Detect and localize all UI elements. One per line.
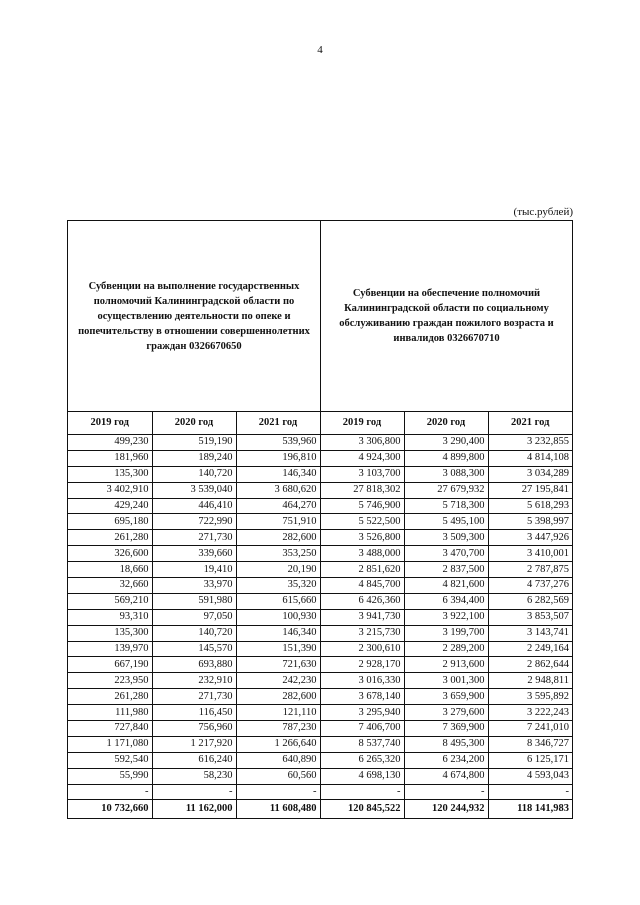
table-cell: 519,190	[152, 435, 236, 451]
table-row	[68, 625, 572, 641]
total-cell: 118 141,983	[488, 800, 572, 819]
table-cell: 121,110	[236, 705, 320, 721]
table-cell: 693,880	[152, 657, 236, 673]
table-row	[68, 514, 572, 530]
table-cell: 19,410	[152, 562, 236, 578]
table-cell: 27 195,841	[488, 482, 572, 498]
table-cell: 5 618,293	[488, 498, 572, 514]
table-cell: 3 402,910	[68, 482, 152, 498]
table-cell: 60,560	[236, 768, 320, 784]
table-row	[68, 673, 572, 689]
table-cell: 3 659,900	[404, 689, 488, 705]
table-cell: 3 539,040	[152, 482, 236, 498]
table-cell: 3 526,800	[320, 530, 404, 546]
column-header: 2021 год	[488, 412, 572, 435]
table-cell: 3 509,300	[404, 530, 488, 546]
table-cell: 8 495,300	[404, 736, 488, 752]
table-cell: 140,720	[152, 466, 236, 482]
budget-table	[67, 220, 573, 819]
table-row	[68, 546, 572, 562]
table-cell: 2 787,875	[488, 562, 572, 578]
table-cell: 27 818,302	[320, 482, 404, 498]
column-header: 2020 год	[152, 412, 236, 435]
table-cell: 223,950	[68, 673, 152, 689]
table-cell: 145,570	[152, 641, 236, 657]
table-group-headers	[68, 221, 572, 412]
table-cell: 640,890	[236, 752, 320, 768]
table-cell: 2 249,164	[488, 641, 572, 657]
table-row	[68, 466, 572, 482]
table-cell: 232,910	[152, 673, 236, 689]
table-cell: 27 679,932	[404, 482, 488, 498]
table-row	[68, 721, 572, 737]
table-row	[68, 578, 572, 594]
table-cell: 3 488,000	[320, 546, 404, 562]
table-cell: 7 241,010	[488, 721, 572, 737]
column-header: 2019 год	[68, 412, 152, 435]
table-cell: 2 300,610	[320, 641, 404, 657]
total-row	[68, 800, 572, 819]
table-cell: 1 217,920	[152, 736, 236, 752]
table-row	[68, 609, 572, 625]
table-cell: 261,280	[68, 530, 152, 546]
table-cell: 339,660	[152, 546, 236, 562]
total-cell: 120 845,522	[320, 800, 404, 819]
table-cell: 3 853,507	[488, 609, 572, 625]
table-row	[68, 736, 572, 752]
table-cell: 3 143,741	[488, 625, 572, 641]
page-number: 4	[317, 44, 323, 56]
table-cell: 261,280	[68, 689, 152, 705]
table-cell: 3 306,800	[320, 435, 404, 451]
unit-note: (тыс.рублей)	[513, 206, 573, 218]
table-cell: 2 851,620	[320, 562, 404, 578]
table-cell: 5 746,900	[320, 498, 404, 514]
table-cell: 2 928,170	[320, 657, 404, 673]
data-table	[68, 412, 572, 818]
table-cell: 135,300	[68, 625, 152, 641]
table-cell: 569,210	[68, 593, 152, 609]
table-cell: 6 265,320	[320, 752, 404, 768]
table-cell: 4 814,108	[488, 450, 572, 466]
table-cell: 2 948,811	[488, 673, 572, 689]
table-cell: 20,190	[236, 562, 320, 578]
table-row	[68, 641, 572, 657]
table-cell: 189,240	[152, 450, 236, 466]
table-cell: 3 016,330	[320, 673, 404, 689]
table-row	[68, 530, 572, 546]
table-cell: 5 398,997	[488, 514, 572, 530]
column-header: 2019 год	[320, 412, 404, 435]
table-cell: 4 821,600	[404, 578, 488, 594]
table-cell: 3 199,700	[404, 625, 488, 641]
table-cell: 55,990	[68, 768, 152, 784]
table-cell: 3 595,892	[488, 689, 572, 705]
table-cell: 271,730	[152, 530, 236, 546]
table-cell: 8 537,740	[320, 736, 404, 752]
table-cell: 4 698,130	[320, 768, 404, 784]
table-row	[68, 784, 572, 800]
table-row	[68, 689, 572, 705]
table-cell: 242,230	[236, 673, 320, 689]
table-cell: 326,600	[68, 546, 152, 562]
table-cell: 727,840	[68, 721, 152, 737]
table-cell: 3 215,730	[320, 625, 404, 641]
table-cell: 3 034,289	[488, 466, 572, 482]
table-cell: 3 103,700	[320, 466, 404, 482]
table-cell: 1 266,640	[236, 736, 320, 752]
table-cell: 35,320	[236, 578, 320, 594]
table-cell: 3 279,600	[404, 705, 488, 721]
table-cell: 6 426,360	[320, 593, 404, 609]
table-cell: 446,410	[152, 498, 236, 514]
table-cell: -	[236, 784, 320, 800]
total-cell: 120 244,932	[404, 800, 488, 819]
table-cell: 464,270	[236, 498, 320, 514]
table-cell: 756,960	[152, 721, 236, 737]
table-cell: 695,180	[68, 514, 152, 530]
table-cell: 721,630	[236, 657, 320, 673]
table-cell: 499,230	[68, 435, 152, 451]
table-cell: 787,230	[236, 721, 320, 737]
table-cell: 282,600	[236, 689, 320, 705]
column-header: 2020 год	[404, 412, 488, 435]
table-cell: 592,540	[68, 752, 152, 768]
header-social-service-subvention: Субвенции на обеспечение полномочий Калининградской области по социальному обслуживанию граждан пожилого возраста и инвалидов 0326670710	[320, 221, 572, 411]
table-row	[68, 562, 572, 578]
table-cell: 111,980	[68, 705, 152, 721]
table-cell: -	[152, 784, 236, 800]
table-cell: 97,050	[152, 609, 236, 625]
table-cell: 93,310	[68, 609, 152, 625]
table-cell: 3 295,940	[320, 705, 404, 721]
table-row	[68, 482, 572, 498]
table-cell: 139,970	[68, 641, 152, 657]
column-header: 2021 год	[236, 412, 320, 435]
table-cell: 140,720	[152, 625, 236, 641]
table-cell: 58,230	[152, 768, 236, 784]
table-cell: 667,190	[68, 657, 152, 673]
table-cell: 4 674,800	[404, 768, 488, 784]
table-cell: 7 369,900	[404, 721, 488, 737]
table-cell: 615,660	[236, 593, 320, 609]
table-cell: 5 718,300	[404, 498, 488, 514]
table-cell: 3 470,700	[404, 546, 488, 562]
table-cell: 722,990	[152, 514, 236, 530]
table-row	[68, 752, 572, 768]
table-cell: 6 394,400	[404, 593, 488, 609]
table-row	[68, 593, 572, 609]
year-header-row	[68, 412, 572, 435]
table-cell: 135,300	[68, 466, 152, 482]
table-cell: 33,970	[152, 578, 236, 594]
table-cell: 4 737,276	[488, 578, 572, 594]
table-cell: 3 232,855	[488, 435, 572, 451]
table-cell: 3 290,400	[404, 435, 488, 451]
table-cell: 3 922,100	[404, 609, 488, 625]
table-cell: 429,240	[68, 498, 152, 514]
header-guardianship-subvention: Субвенции на выполнение государственных полномочий Калининградской области по осуществлению деятельности по опеке и попечительству в отношении совершеннолетних граждан 0326670650	[78, 280, 310, 352]
table-row	[68, 498, 572, 514]
table-cell: 353,250	[236, 546, 320, 562]
table-row	[68, 705, 572, 721]
table-cell: 5 495,100	[404, 514, 488, 530]
table-cell: 2 862,644	[488, 657, 572, 673]
table-cell: 3 222,243	[488, 705, 572, 721]
table-cell: 146,340	[236, 625, 320, 641]
table-cell: 3 088,300	[404, 466, 488, 482]
table-cell: 271,730	[152, 689, 236, 705]
table-cell: 539,960	[236, 435, 320, 451]
table-cell: 4 899,800	[404, 450, 488, 466]
table-cell: 8 346,727	[488, 736, 572, 752]
table-cell: 151,390	[236, 641, 320, 657]
total-cell: 11 608,480	[236, 800, 320, 819]
table-cell: 181,960	[68, 450, 152, 466]
table-cell: 2 913,600	[404, 657, 488, 673]
table-cell: 3 680,620	[236, 482, 320, 498]
table-cell: 3 447,926	[488, 530, 572, 546]
table-cell: 4 845,700	[320, 578, 404, 594]
table-row	[68, 768, 572, 784]
table-cell: 3 001,300	[404, 673, 488, 689]
table-cell: 100,930	[236, 609, 320, 625]
table-cell: 3 410,001	[488, 546, 572, 562]
table-cell: 6 125,171	[488, 752, 572, 768]
table-cell: 196,810	[236, 450, 320, 466]
table-cell: 2 837,500	[404, 562, 488, 578]
table-cell: 591,980	[152, 593, 236, 609]
total-cell: 10 732,660	[68, 800, 152, 819]
table-row	[68, 657, 572, 673]
table-cell: -	[488, 784, 572, 800]
table-cell: 116,450	[152, 705, 236, 721]
table-cell: 146,340	[236, 466, 320, 482]
table-cell: 616,240	[152, 752, 236, 768]
table-cell: 6 282,569	[488, 593, 572, 609]
table-cell: 4 924,300	[320, 450, 404, 466]
table-row	[68, 450, 572, 466]
table-cell: 3 678,140	[320, 689, 404, 705]
table-body	[68, 435, 572, 819]
table-cell: 18,660	[68, 562, 152, 578]
table-row	[68, 435, 572, 451]
table-cell: 32,660	[68, 578, 152, 594]
table-cell: 751,910	[236, 514, 320, 530]
table-cell: 4 593,043	[488, 768, 572, 784]
table-cell: -	[320, 784, 404, 800]
table-cell: 6 234,200	[404, 752, 488, 768]
table-cell: 2 289,200	[404, 641, 488, 657]
table-cell: -	[404, 784, 488, 800]
total-cell: 11 162,000	[152, 800, 236, 819]
table-cell: 3 941,730	[320, 609, 404, 625]
table-cell: -	[68, 784, 152, 800]
table-cell: 5 522,500	[320, 514, 404, 530]
table-cell: 282,600	[236, 530, 320, 546]
table-cell: 7 406,700	[320, 721, 404, 737]
table-cell: 1 171,080	[68, 736, 152, 752]
